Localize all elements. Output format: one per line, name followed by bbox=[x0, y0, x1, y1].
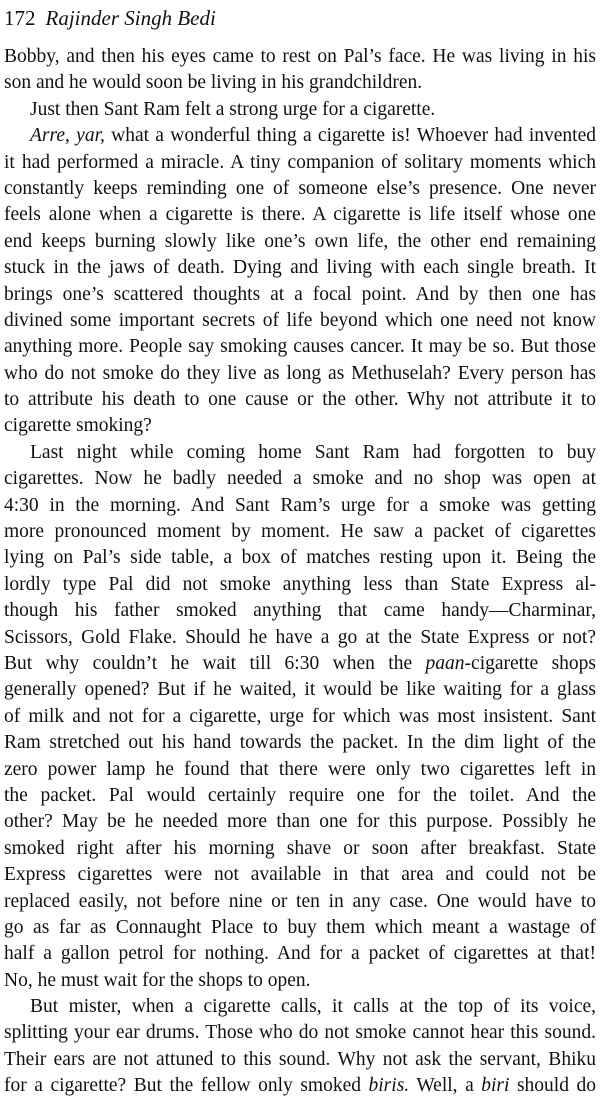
page-number: 172 bbox=[4, 6, 36, 30]
text-line bbox=[4, 466, 596, 492]
text-segment: should do bbox=[509, 1075, 596, 1097]
text-line bbox=[4, 387, 596, 413]
text-line bbox=[4, 545, 596, 571]
text-line bbox=[4, 176, 596, 202]
text-segment: replaced easily, not before nine or ten in any case. One would have to bbox=[4, 890, 596, 912]
text-line bbox=[4, 889, 596, 915]
text-segment: But mister, when a cigarette calls, it calls at the top of its voice, bbox=[30, 996, 596, 1018]
text-segment: lying on Pal’s side table, a box of matches resting upon it. Being the bbox=[4, 547, 596, 569]
text-segment: anything more. People say smoking causes cancer. It may be so. But those bbox=[4, 336, 596, 358]
text-segment: it had performed a miracle. A tiny companion of solitary moments which bbox=[4, 151, 596, 173]
text-line bbox=[4, 308, 596, 334]
text-segment: divined some important secrets of life beyond which one need not know bbox=[4, 309, 596, 331]
text-line bbox=[4, 229, 596, 255]
text-line bbox=[4, 836, 596, 862]
text-line bbox=[4, 413, 596, 439]
text-line bbox=[4, 862, 596, 888]
text-segment: Just then Sant Ram felt a strong urge for a cigarette. bbox=[30, 98, 436, 120]
text-line bbox=[4, 202, 596, 228]
text-segment: stuck in the jaws of death. Dying and living with each single breath. It bbox=[4, 257, 596, 279]
text-segment: cigarette smoking? bbox=[4, 415, 152, 437]
text-segment: cigarettes. Now he badly needed a smoke and no shop was open at bbox=[4, 468, 596, 490]
text-segment: generally opened? But if he waited, it would be like waiting for a glass bbox=[4, 679, 596, 701]
text-segment: who do not smoke do they live as long as Methuselah? Every person has bbox=[4, 362, 596, 384]
text-segment: though his father smoked anything that came handy—Charminar, bbox=[4, 600, 596, 622]
text-segment: Bobby, and then his eyes came to rest on Pal’s face. He was living in his bbox=[4, 46, 596, 67]
text-segment: Last night while coming home Sant Ram had forgotten to buy bbox=[30, 441, 596, 463]
text-segment: for a cigarette? But the fellow only smoked bbox=[4, 1075, 369, 1097]
text-line bbox=[4, 994, 596, 1020]
text-line bbox=[4, 941, 596, 967]
text-segment: But why couldn’t he wait till 6:30 when the bbox=[4, 652, 426, 674]
text-line bbox=[4, 493, 596, 519]
text-segment: Well, a bbox=[409, 1075, 482, 1097]
text-line bbox=[4, 730, 596, 756]
text-segment: constantly keeps reminding one of someone else’s presence. One never bbox=[4, 177, 596, 199]
text-segment: the packet. Pal would certainly require one for the toilet. And the bbox=[4, 784, 596, 806]
text-segment: Their ears are not attuned to this sound. Why not ask the servant, Bhiku bbox=[4, 1048, 596, 1070]
text-line bbox=[4, 677, 596, 703]
text-segment: half a gallon petrol for nothing. And for a packet of cigarettes at that! bbox=[4, 943, 596, 965]
text-segment: more pronounced moment by moment. He saw a packet of cigarettes bbox=[4, 521, 596, 543]
text-segment: Ram stretched out his hand towards the packet. In the dim light of the bbox=[4, 732, 596, 754]
text-segment: zero power lamp he found that there were only two cigarettes left in bbox=[4, 758, 596, 780]
text-line bbox=[4, 651, 596, 677]
text-line bbox=[4, 255, 596, 281]
italic-text: paan bbox=[425, 652, 465, 674]
text-segment: what a wonderful thing a cigarette is! Whoever had invented bbox=[104, 125, 596, 147]
text-line bbox=[4, 1047, 596, 1073]
text-line bbox=[4, 783, 596, 809]
text-segment: lordly type Pal did not smoke anything less than State Express al- bbox=[4, 573, 596, 595]
text-segment: smoked right after his morning shave or soon after breakfast. State bbox=[4, 837, 596, 859]
italic-text: biris. bbox=[368, 1075, 410, 1097]
italic-text: biri bbox=[481, 1075, 510, 1097]
text-segment: of milk and not for a cigarette, urge for which was most insistent. Sant bbox=[4, 705, 596, 727]
text-line bbox=[4, 968, 596, 994]
text-line bbox=[4, 757, 596, 783]
text-segment: brings one’s scattered thoughts at a focal point. And by then one has bbox=[4, 283, 596, 305]
text-line bbox=[4, 519, 596, 545]
text-line bbox=[4, 598, 596, 624]
text-line bbox=[4, 440, 596, 466]
text-segment: Express cigarettes were not available in that area and could not be bbox=[4, 864, 596, 886]
text-segment: splitting your ear drums. Those who do not smoke cannot hear this sound. bbox=[4, 1022, 596, 1044]
text-segment: end keeps burning slowly like one’s own life, the other end remaining bbox=[4, 230, 596, 252]
text-line bbox=[4, 915, 596, 941]
text-segment: -cigarette shops bbox=[464, 652, 597, 674]
text-segment: feels alone when a cigarette is there. A cigarette is life itself whose one bbox=[4, 204, 596, 226]
text-segment: other? May be he needed more than one for this purpose. Possibly he bbox=[4, 811, 596, 833]
text-line bbox=[4, 809, 596, 835]
text-line bbox=[4, 150, 596, 176]
text-segment: 4:30 in the morning. And Sant Ram’s urge for a smoke was getting bbox=[4, 494, 596, 516]
text-segment: to attribute his death to one cause or the other. Why not attribute it to bbox=[4, 389, 596, 411]
text-segment: son and he would soon be living in his grandchildren. bbox=[4, 72, 423, 94]
text-line bbox=[4, 572, 596, 598]
running-head-author: Rajinder Singh Bedi bbox=[45, 6, 216, 30]
text-line bbox=[4, 361, 596, 387]
text-line bbox=[4, 704, 596, 730]
text-line bbox=[4, 1020, 596, 1046]
text-line bbox=[4, 334, 596, 360]
text-line bbox=[4, 123, 596, 149]
text-segment: Scissors, Gold Flake. Should he have a go at the State Express or not? bbox=[4, 626, 596, 648]
text-line bbox=[4, 282, 596, 308]
running-header bbox=[4, 4, 216, 32]
text-line bbox=[4, 625, 596, 651]
text-line bbox=[4, 44, 596, 70]
text-line bbox=[4, 97, 596, 123]
text-line bbox=[4, 1073, 596, 1099]
text-segment: go as far as Connaught Place to buy them which meant a wastage of bbox=[4, 916, 596, 938]
text-line bbox=[4, 70, 596, 96]
italic-text: Arre, yar, bbox=[30, 125, 105, 147]
body-text bbox=[4, 44, 596, 1100]
text-segment: No, he must wait for the shops to open. bbox=[4, 969, 311, 991]
